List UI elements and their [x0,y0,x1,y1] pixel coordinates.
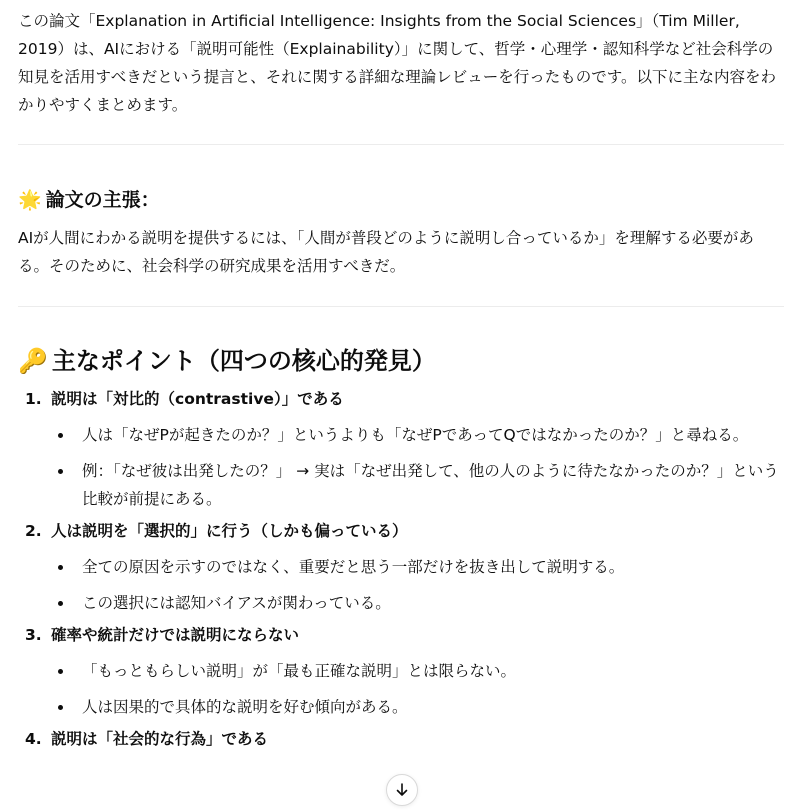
bullet-list [51,421,784,513]
point-item [18,725,784,753]
message-content [18,0,784,753]
intro-paragraph: この論文「Explanation in Artificial Intelligence: Insights from the Social Sciences」（Tim Miller, 2019）は、AIにおける「説明可能性（Explainability）」に関して、哲学・心理学・認知科学など社会科学の知見を活用すべきだという提言と、それに関する詳細な理論レビューを行ったものです。以下に主な内容をわかりやすくまとめます。 [18,12,776,114]
bullet-list [51,657,784,721]
point-title: 説明は「社会的な行為」である [51,730,269,748]
arrow-down-icon [394,782,410,798]
claim-heading-text: 論文の主張： [45,189,160,211]
point-number: 4. [25,730,42,748]
key-icon: 🔑 [18,347,48,375]
point-title: 確率や統計だけでは説明にならない [51,626,300,644]
star-icon: 🌟 [18,189,42,211]
point-number: 3. [25,626,42,644]
points-list [18,385,784,753]
claim-heading [18,185,784,215]
point-title: 人は説明を「選択的」に行う（しかも偏っている） [51,522,408,540]
bullet-item: 人は因果的で具体的な説明を好む傾向がある。 [51,693,784,721]
point-number: 2. [25,522,42,540]
bullet-item: 例：「なぜ彼は出発したの？」 → 実は「なぜ出発して、他の人のように待たなかったのか？」という比較が前提にある。 [51,457,784,513]
bullet-list [51,553,784,617]
point-item [18,517,784,617]
point-number: 1. [25,390,42,408]
bullet-item: 「もっともらしい説明」が「最も正確な説明」とは限らない。 [51,657,784,685]
bullet-item: この選択には認知バイアスが関わっている。 [51,589,784,617]
points-heading-text: 主なポイント（四つの核心的発見） [51,347,436,375]
point-item [18,621,784,721]
bullet-item: 人は「なぜPが起きたのか？」というよりも「なぜPであってQではなかったのか？」と尋ねる。 [51,421,784,449]
scroll-to-bottom-button[interactable] [386,774,418,806]
point-title: 説明は「対比的（contrastive）」である [51,390,344,408]
points-heading [18,344,784,378]
claim-paragraph: AIが人間にわかる説明を提供するには、「人間が普段どのように説明し合っているか」を理解する必要がある。そのために、社会科学の研究成果を活用すべきだ。 [18,229,754,275]
point-item [18,385,784,513]
bullet-item: 全ての原因を示すのではなく、重要だと思う一部だけを抜き出して説明する。 [51,553,784,581]
